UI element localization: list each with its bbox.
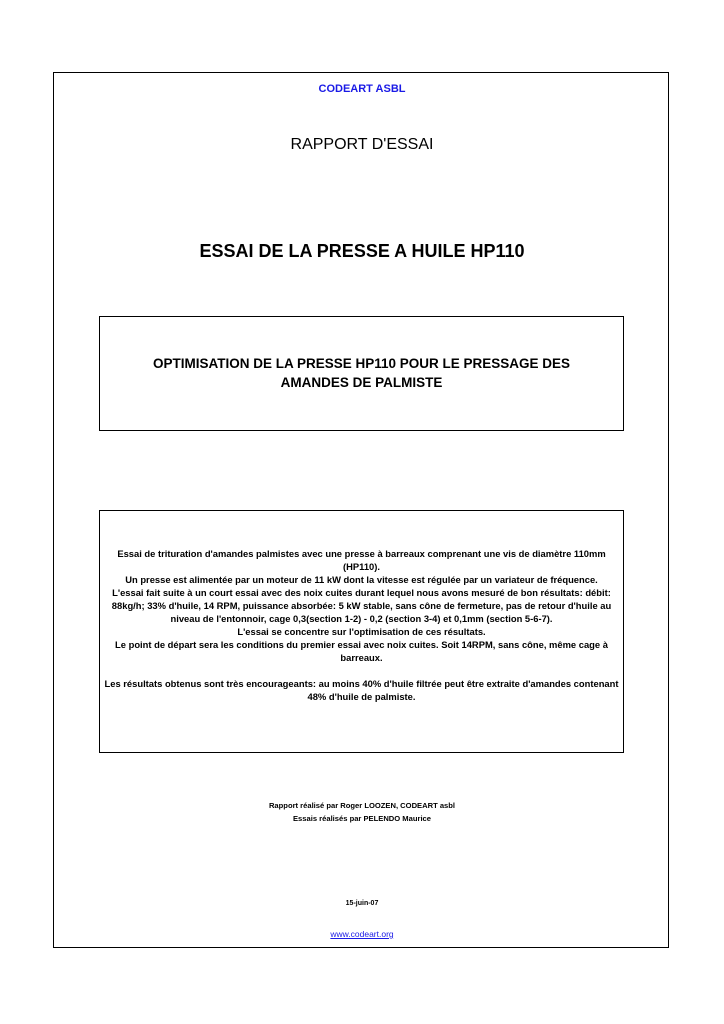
subtitle-text xyxy=(110,354,613,392)
summary-paragraph: L'essai se concentre sur l'optimisation de ces résultats. xyxy=(237,626,486,637)
summary-paragraph: Le point de départ sera les conditions du premier essai avec noix cuites. Soit 14RPM, sans cône, même cage à barreaux. xyxy=(115,639,608,663)
summary-content xyxy=(102,547,621,703)
summary-paragraph: L'essai fait suite à un court essai avec des noix cuites durant lequel nous avons mesuré de bon résultats: débit: 88kg/h; 33% d'huile, 14 RPM, puissance absorbée: 5 kW stable, sans cône de fermeture, pas de retour d'huile au niveau de l'entonnoir, cage 0,3(section 1-2) - 0,2 (section 3-4) et 0,1mm (section 5-6-7). xyxy=(111,587,612,624)
report-type: RAPPORT D'ESSAI xyxy=(290,136,434,153)
summary-paragraph: Essai de trituration d'amandes palmistes avec une presse à barreaux comprenant une vis de diamètre 110mm (HP110). xyxy=(117,548,606,572)
website-link-wrapper xyxy=(0,929,724,939)
subtitle-line: OPTIMISATION DE LA PRESSE HP110 POUR LE PRESSAGE DES xyxy=(152,356,571,371)
summary-paragraph: Un presse est alimentée par un moteur de 11 kW dont la vitesse est régulée par un variateur de fréquence. xyxy=(125,574,598,585)
credits xyxy=(0,799,724,825)
test-operator: Essais réalisés par PELENDO Maurice xyxy=(292,814,432,823)
report-author: Rapport réalisé par Roger LOOZEN, CODEART asbl xyxy=(268,801,456,810)
report-date: 15-juin-07 xyxy=(345,900,379,907)
page-title: ESSAI DE LA PRESSE A HUILE HP110 xyxy=(199,241,525,261)
organization-name: CODEART ASBL xyxy=(318,83,406,95)
subtitle-line: AMANDES DE PALMISTE xyxy=(280,375,443,390)
subtitle-box xyxy=(99,316,624,431)
summary-conclusion: Les résultats obtenus sont très encourageants: au moins 40% d'huile filtrée peut être extraite d'amandes contenant 48% d'huile de palmiste. xyxy=(104,678,619,702)
paragraph-spacer xyxy=(102,664,621,677)
website-link[interactable]: www.codeart.org xyxy=(330,929,394,939)
summary-box xyxy=(99,510,624,753)
